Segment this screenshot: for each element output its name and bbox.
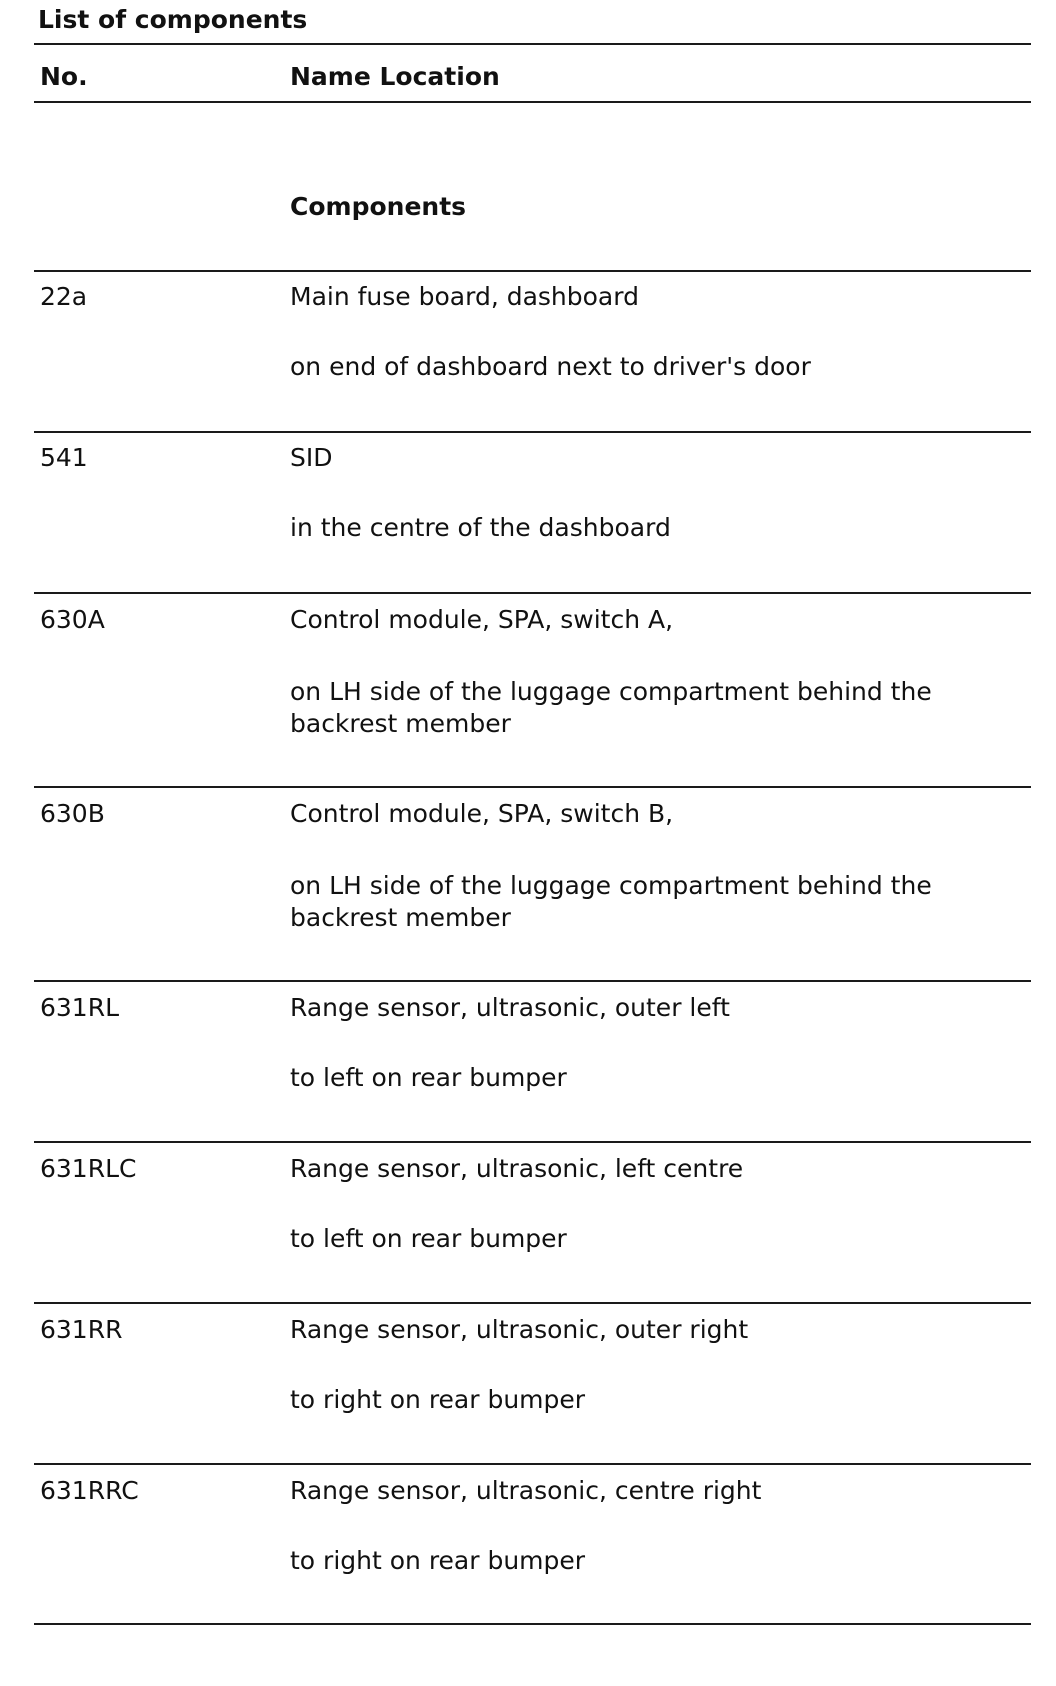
component-location: on LH side of the luggage compartment behind the backrest member	[290, 677, 932, 738]
component-location: on LH side of the luggage compartment behind the backrest member	[290, 871, 932, 932]
component-name: Range sensor, ultrasonic, outer left	[290, 993, 730, 1022]
component-name: SID	[290, 443, 333, 472]
component-number: 22a	[40, 282, 88, 311]
row-divider	[34, 980, 1031, 982]
component-name: Control module, SPA, switch A,	[290, 605, 674, 634]
component-name: Range sensor, ultrasonic, left centre	[290, 1154, 744, 1183]
section-rule	[34, 270, 1031, 272]
document-title: List of components	[38, 5, 308, 34]
header-rule	[34, 101, 1031, 103]
component-name: Control module, SPA, switch B,	[290, 799, 674, 828]
column-header-name-location: Name Location	[290, 62, 500, 91]
table-bottom-rule	[34, 1623, 1031, 1625]
row-divider	[34, 592, 1031, 594]
component-number: 541	[40, 443, 88, 472]
row-divider	[34, 1302, 1031, 1304]
section-heading-components: Components	[290, 192, 467, 221]
component-location: to right on rear bumper	[290, 1385, 586, 1414]
component-name: Range sensor, ultrasonic, outer right	[290, 1315, 749, 1344]
title-rule	[34, 43, 1031, 45]
component-number: 630A	[40, 605, 105, 634]
row-divider	[34, 786, 1031, 788]
column-header-no: No.	[40, 62, 88, 91]
component-location: to left on rear bumper	[290, 1224, 567, 1253]
component-name: Range sensor, ultrasonic, centre right	[290, 1476, 762, 1505]
component-number: 631RRC	[40, 1476, 139, 1505]
component-location: in the centre of the dashboard	[290, 513, 671, 542]
row-divider	[34, 431, 1031, 433]
component-location: to right on rear bumper	[290, 1546, 586, 1575]
component-location: to left on rear bumper	[290, 1063, 567, 1092]
component-number: 630B	[40, 799, 105, 828]
component-number: 631RR	[40, 1315, 123, 1344]
row-divider	[34, 1141, 1031, 1143]
component-number: 631RLC	[40, 1154, 137, 1183]
component-number: 631RL	[40, 993, 120, 1022]
row-divider	[34, 1463, 1031, 1465]
component-location: on end of dashboard next to driver's door	[290, 352, 811, 381]
component-name: Main fuse board, dashboard	[290, 282, 639, 311]
